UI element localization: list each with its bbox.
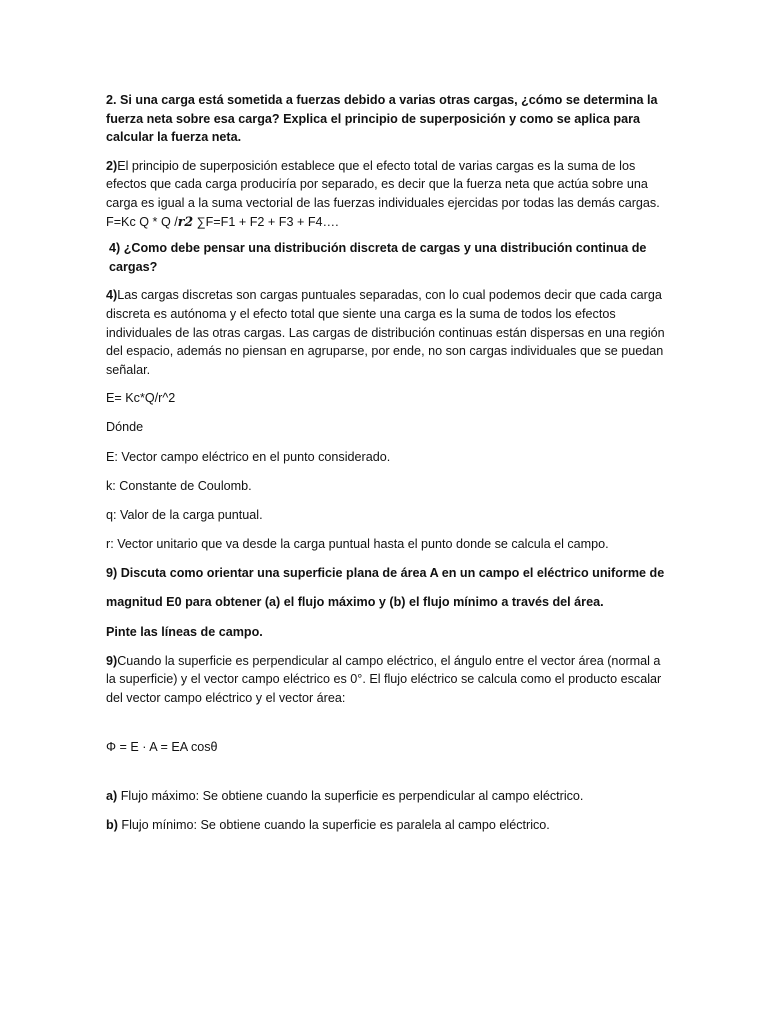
definition-q: q: Valor de la carga puntual. (106, 507, 263, 522)
answer-2-text: El principio de superposición establece que el efecto total de varias cargas es la suma de los efectos que cada carga produciría por separado, es decir que la fuerza neta que actúa sobre una carga es igual a la suma vectorial de las fuerzas individuales ejercidas por todas las demás cargas. (106, 158, 660, 210)
question-2: 2. Si una carga está sometida a fuerzas debido a varias otras cargas, ¿cómo se determina la fuerza neta sobre esa carga? Explica el principio de superposición y como se aplica para calcular la fuerza neta. (106, 93, 658, 145)
superposition-formula: ∑F=F1 + F2 + F3 + F4…. (193, 214, 339, 229)
flux-maximum-text: Flujo máximo: Se obtiene cuando la superficie es perpendicular al campo eléctrico. (117, 789, 584, 804)
answer-9-number: 9) (106, 653, 118, 668)
answer-4-number: 4) (106, 288, 118, 303)
flux-formula: Φ = E · A = EA cosθ (106, 740, 218, 755)
electric-field-formula: E= Kc*Q/r^2 (106, 391, 176, 406)
coulomb-formula: F=Kc Q * Q / (106, 214, 178, 229)
flux-minimum (106, 816, 668, 835)
answer-2 (106, 157, 668, 231)
answer-2-number: 2) (106, 158, 118, 173)
flux-maximum-label: a) (106, 789, 118, 804)
definition-e: E: Vector campo eléctrico en el punto considerado. (106, 449, 391, 464)
coulomb-formula-r2: r2 (177, 213, 194, 229)
paint-field-lines-instruction: Pinte las líneas de campo. (106, 625, 263, 640)
definition-k: k: Constante de Coulomb. (106, 478, 252, 493)
flux-maximum (106, 787, 668, 806)
question-9-line-1: 9) Discuta como orientar una superficie plana de área A en un campo el eléctrico uniforme de (106, 565, 665, 580)
answer-9-text: Cuando la superficie es perpendicular al campo eléctrico, el ángulo entre el vector área (normal a la superficie) y el vector campo eléctrico es 0°. El flujo eléctrico se calcula como el producto escalar del vector campo eléctrico y el vector área: (106, 653, 662, 705)
definition-r: r: Vector unitario que va desde la carga puntual hasta el punto donde se calcula el campo. (106, 536, 609, 551)
answer-4-text: Las cargas discretas son cargas puntuales separadas, con lo cual podemos decir que cada carga discreta es autónoma y el efecto total que siente una carga es la suma de todos los efectos individuales de las otras cargas. Las cargas de distribución continuas están dispersas en una región del espacio, además no piensan en agruparse, por ende, no son cargas individuales que se puedan señalar. (106, 288, 665, 377)
donde-label: Dónde (106, 420, 144, 435)
answer-4 (106, 286, 668, 379)
flux-minimum-text: Flujo mínimo: Se obtiene cuando la superficie es paralela al campo eléctrico. (117, 817, 550, 832)
answer-9 (106, 652, 668, 708)
question-4: 4) ¿Como debe pensar una distribución discreta de cargas y una distribución continua de cargas? (109, 241, 647, 274)
question-9-line-2: magnitud E0 para obtener (a) el flujo máximo y (b) el flujo mínimo a través del área. (106, 595, 604, 610)
flux-minimum-label: b) (106, 817, 118, 832)
